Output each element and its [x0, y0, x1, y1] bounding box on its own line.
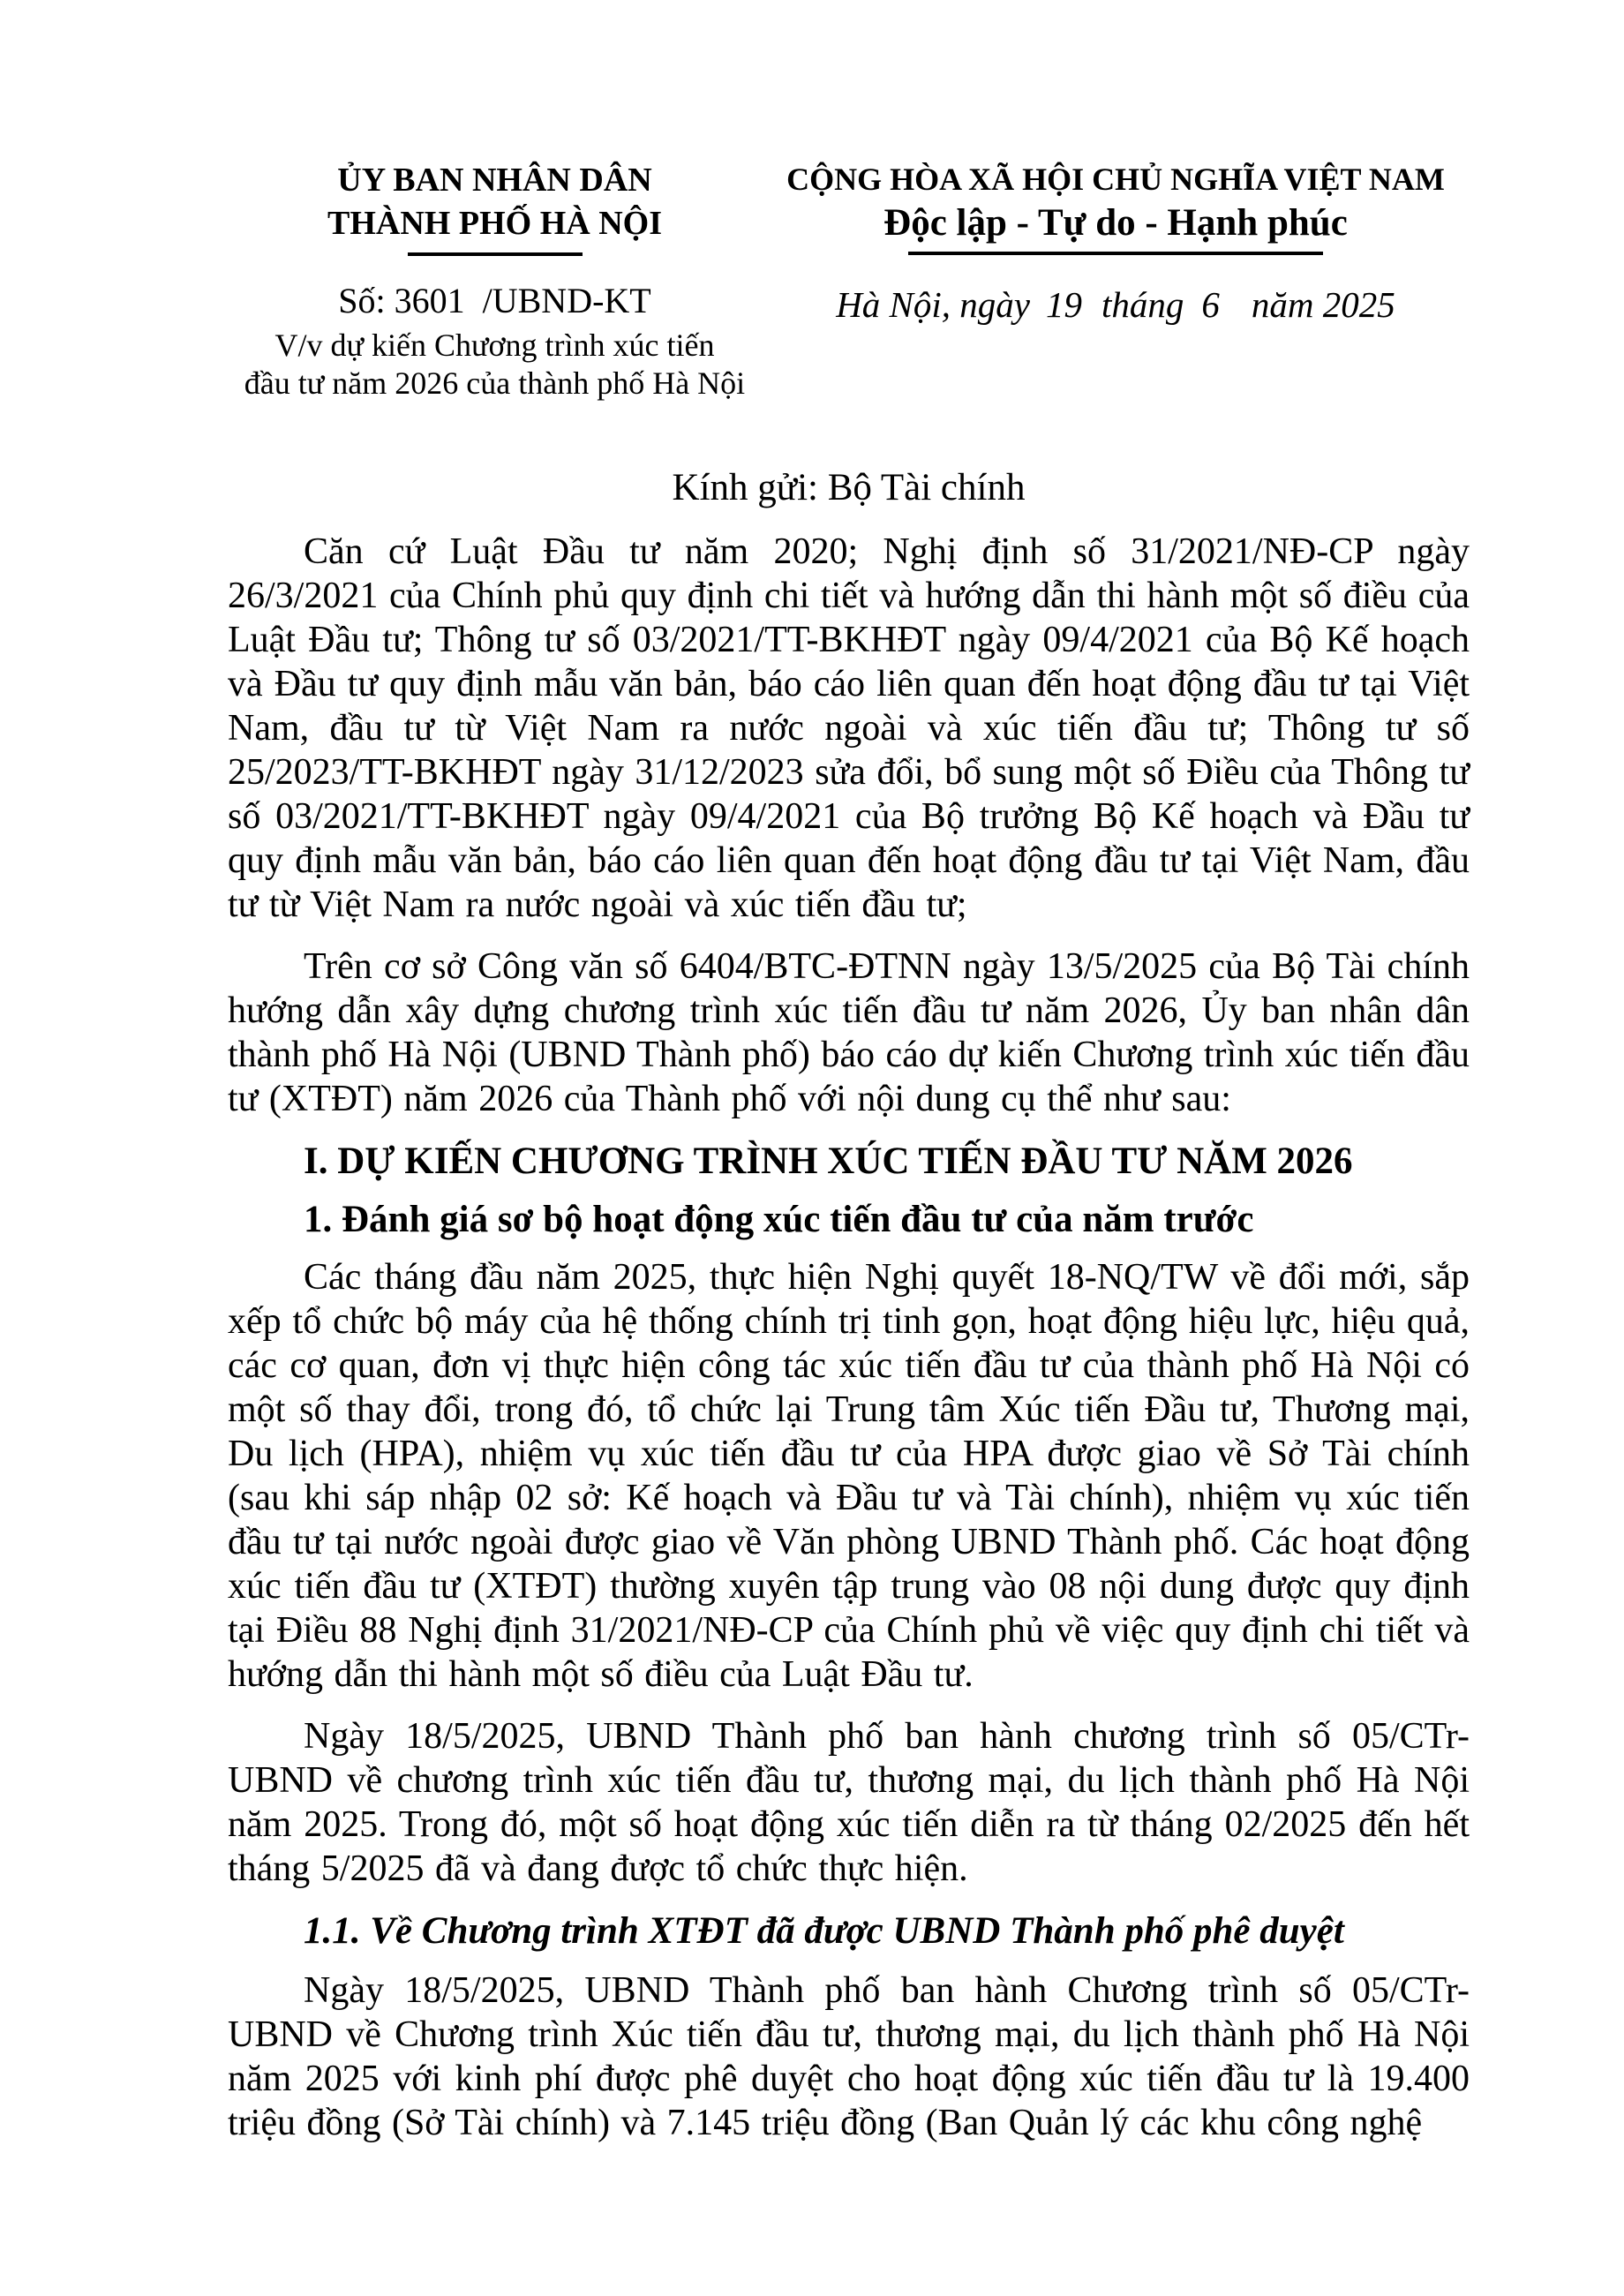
salutation: Kính gửi: Bộ Tài chính	[672, 467, 1026, 508]
issuer-underline	[408, 252, 583, 256]
place-date-line	[762, 283, 1470, 326]
issuer-name-line1: ỦY BAN NHÂN DÂN	[337, 162, 652, 199]
document-subject-line2: đầu tư năm 2026 của thành phố Hà Nội	[244, 365, 746, 401]
document-header	[228, 159, 1470, 403]
paragraph-basis-report: Trên cơ sở Công văn số 6404/BTC-ĐTNN ngày 13/5/2025 của Bộ Tài chính hướng dẫn xây dựng chương trình xúc tiến đầu tư năm 2026, Ủy ban nhân dân thành phố Hà Nội (UBND Thành phố) báo cáo dự kiến Chương trình xúc tiến đầu tư (XTĐT) năm 2026 của Thành phố với nội dung cụ thể như sau:	[228, 946, 1470, 1119]
place-date-year: năm 2025	[1251, 284, 1395, 325]
document-subject-line1: V/v dự kiến Chương trình xúc tiến	[274, 327, 715, 363]
document-subject	[228, 327, 762, 403]
document-number-suffix: /UBND-KT	[482, 281, 651, 320]
paragraph-program-2025: Ngày 18/5/2025, UBND Thành phố ban hành chương trình số 05/CTr-UBND về chương trình xúc tiến đầu tư, thương mại, du lịch thành phố Hà Nội năm 2025. Trong đó, một số hoạt động xúc tiến diễn ra từ tháng 02/2025 đến hết tháng 5/2025 đã và đang được tổ chức thực hiện.	[228, 1716, 1470, 1889]
national-title: CỘNG HÒA XÃ HỘI CHỦ NGHĨA VIỆT NAM	[786, 162, 1445, 197]
motto-underline	[908, 252, 1323, 255]
document-body	[228, 530, 1470, 2145]
place-date-month-label: tháng	[1101, 284, 1184, 325]
issuer-block	[228, 159, 762, 403]
document-number-value: 3601	[394, 281, 465, 320]
national-header-block	[762, 159, 1470, 326]
section-heading-1: I. DỰ KIẾN CHƯƠNG TRÌNH XÚC TIẾN ĐẦU TƯ NĂM 2026	[304, 1140, 1353, 1182]
subsection-heading-1-1: 1.1. Về Chương trình XTĐT đã được UBND Thành phố phê duyệt	[304, 1910, 1344, 1952]
paragraph-legal-basis: Căn cứ Luật Đầu tư năm 2020; Nghị định số 31/2021/NĐ-CP ngày 26/3/2021 của Chính phủ quy định chi tiết và hướng dẫn thi hành một số điều của Luật Đầu tư; Thông tư số 03/2021/TT-BKHĐT ngày 09/4/2021 của Bộ Kế hoạch và Đầu tư quy định mẫu văn bản, báo cáo liên quan đến hoạt động đầu tư tại Việt Nam, đầu tư từ Việt Nam ra nước ngoài và xúc tiến đầu tư; Thông tư số 25/2023/TT-BKHĐT ngày 31/12/2023 sửa đổi, bổ sung một số Điều của Thông tư số 03/2021/TT-BKHĐT ngày 09/4/2021 của Bộ trưởng Bộ Kế hoạch và Đầu tư quy định mẫu văn bản, báo cáo liên quan đến hoạt động đầu tư tại Việt Nam, đầu tư từ Việt Nam ra nước ngoài và xúc tiến đầu tư;	[228, 531, 1470, 925]
issuer-name-line2: THÀNH PHỐ HÀ NỘI	[327, 205, 662, 242]
place-date-month: 6	[1201, 284, 1220, 325]
document-number-label: Số:	[338, 281, 386, 320]
national-motto: Độc lập - Tự do - Hạnh phúc	[883, 202, 1348, 244]
paragraph-approved-budget: Ngày 18/5/2025, UBND Thành phố ban hành Chương trình số 05/CTr-UBND về Chương trình Xúc tiến đầu tư, thương mại, du lịch thành phố Hà Nội năm 2025 với kinh phí được phê duyệt cho hoạt động xúc tiến đầu tư là 19.400 triệu đồng (Sở Tài chính) và 7.145 triệu đồng (Ban Quản lý các khu công nghệ	[228, 1970, 1470, 2143]
place-date-day: 19	[1046, 284, 1082, 325]
issuer-name	[228, 159, 762, 245]
document-number	[228, 281, 762, 321]
place-date-prefix: Hà Nội, ngày	[836, 284, 1030, 325]
paragraph-assessment: Các tháng đầu năm 2025, thực hiện Nghị quyết 18-NQ/TW về đổi mới, sắp xếp tổ chức bộ máy của hệ thống chính trị tinh gọn, hoạt động hiệu lực, hiệu quả, các cơ quan, đơn vị thực hiện công tác xúc tiến đầu tư của thành phố Hà Nội có một số thay đổi, trong đó, tổ chức lại Trung tâm Xúc tiến Đầu tư, Thương mại, Du lịch (HPA), nhiệm vụ xúc tiến đầu tư của HPA được giao về Sở Tài chính (sau khi sáp nhập 02 sở: Kế hoạch và Đầu tư và Tài chính), nhiệm vụ xúc tiến đầu tư tại nước ngoài được giao về Văn phòng UBND Thành phố. Các hoạt động xúc tiến đầu tư (XTĐT) thường xuyên tập trung vào 08 nội dung được quy định tại Điều 88 Nghị định 31/2021/NĐ-CP của Chính phủ về việc quy định chi tiết và hướng dẫn thi hành một số điều của Luật Đầu tư.	[228, 1257, 1470, 1695]
subsection-heading-1: 1. Đánh giá sơ bộ hoạt động xúc tiến đầu tư của năm trước	[304, 1199, 1254, 1240]
